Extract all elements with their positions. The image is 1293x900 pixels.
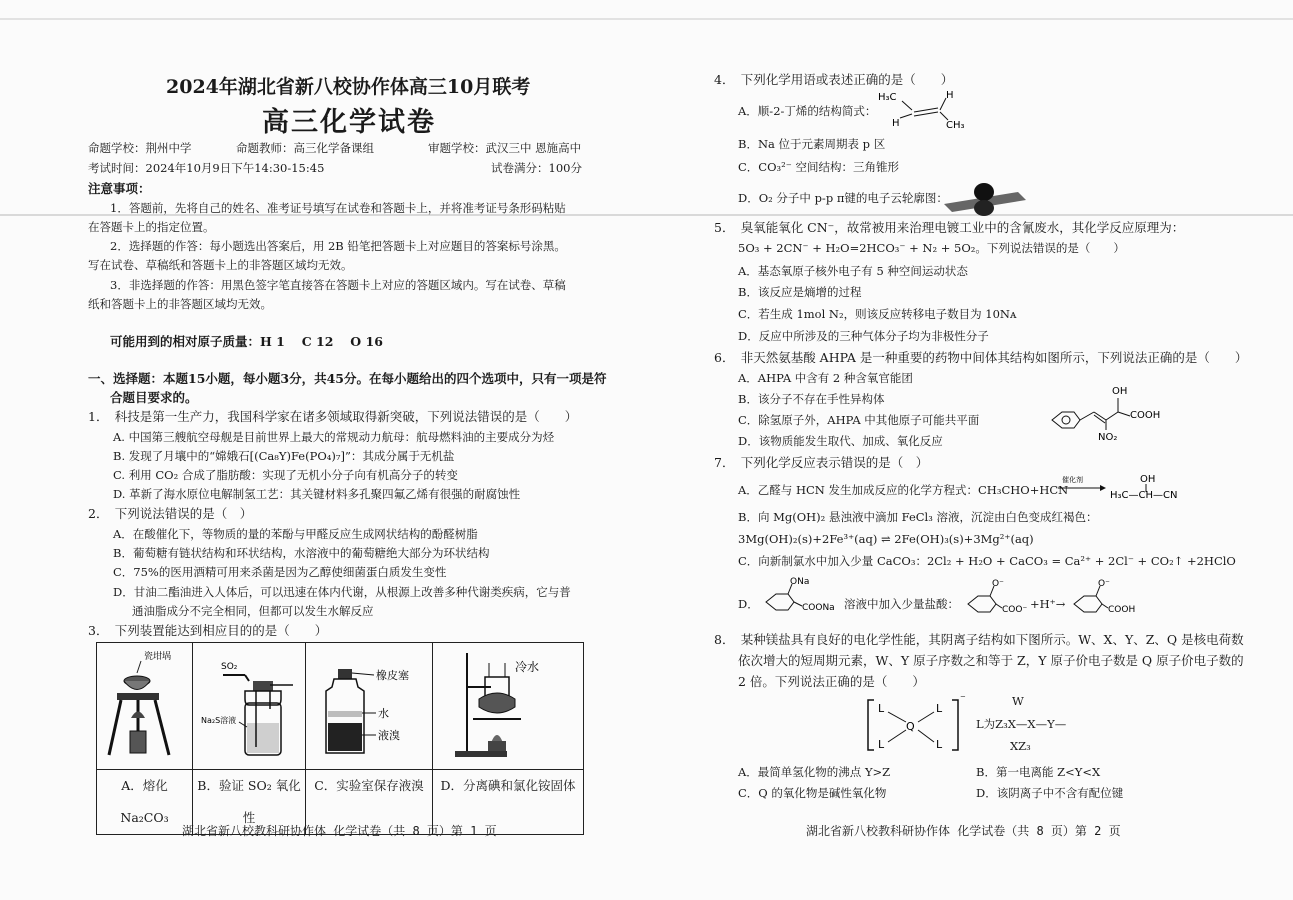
q6-option-d: D．该物质能发生取代、加成、氧化反应 bbox=[738, 434, 943, 448]
apparatus-c-cell bbox=[306, 643, 433, 770]
q1-stem: 1． 科技是第一生产力，我国科学家在诸多领域取得新突破，下列说法错误的是（ ） bbox=[88, 409, 578, 424]
q7-option-d-text: 溶液中加入少量盐酸： bbox=[844, 597, 959, 611]
q6-stem: 6． 非天然氨基酸 AHPA 是一种重要的药物中间体其结构如图所示，下列说法正确的是（ ） bbox=[714, 350, 1248, 365]
bromine-label: 液溴 bbox=[378, 729, 400, 742]
q7-option-c: C．向新制氯水中加入少量 CaCO₃：2Cl₂ + H₂O + CaCO₃ = Ca²⁺ + 2Cl⁻ + CO₂↑ +2HClO bbox=[738, 554, 1236, 568]
q5-equation: 5O₃ + 2CN⁻ + H₂O=2HCO₃⁻ + N₂ + 5O₂。下列说法错误的是（ ） bbox=[738, 241, 1125, 255]
svg-text:L: L bbox=[936, 702, 943, 715]
q1-option-a: A. 中国第三艘航空母舰是目前世界上最大的常规动力航母：航母燃料油的主要成分为烃 bbox=[113, 430, 555, 444]
water-label: 水 bbox=[378, 707, 389, 720]
q1-option-c: C. 利用 CO₂ 合成了脂肪酸：实现了无机小分子向有机高分子的转变 bbox=[113, 468, 458, 482]
gas-washing-bottle-illustration bbox=[193, 643, 305, 765]
q5-option-a: A．基态氧原子核外电子有 5 种空间运动状态 bbox=[738, 264, 968, 278]
q1-option-d: D. 革新了海水原位电解制氢工艺：其关键材料多孔聚四氟乙烯有很强的耐腐蚀性 bbox=[113, 487, 521, 501]
svg-text:L: L bbox=[936, 738, 943, 751]
q2-option-d-cont: 通油脂成分不完全相同，但都可以发生水解反应 bbox=[132, 604, 374, 618]
svg-text:O⁻: O⁻ bbox=[992, 579, 1004, 589]
info-time: 考试时间：2024年10月9日下午14:30-15:45 bbox=[88, 161, 325, 175]
ahpa-structure bbox=[1042, 382, 1182, 444]
w-label: W bbox=[1012, 694, 1024, 708]
svg-text:⁻: ⁻ bbox=[960, 692, 966, 705]
svg-text:COO⁻: COO⁻ bbox=[1002, 605, 1028, 615]
exam-title: 2024年湖北省新八校协作体高三10月联考 bbox=[166, 76, 531, 98]
apparatus-d-cell bbox=[433, 643, 584, 770]
q5-stem: 5． 臭氧能氧化 CN⁻，故常被用来治理电镀工业中的含氰废水，其化学反应原理为： bbox=[714, 220, 1185, 235]
section-heading-cont: 合题目要求的。 bbox=[110, 390, 198, 405]
svg-text:H: H bbox=[892, 118, 900, 129]
svg-text:ONa: ONa bbox=[790, 577, 810, 587]
q7-option-b-equation: 3Mg(OH)₂(s)+2Fe³⁺(aq) ⇌ 2Fe(OH)₃(s)+3Mg²⁺(aq) bbox=[738, 532, 1034, 546]
xz3-label: XZ₃ bbox=[1010, 739, 1031, 753]
sublimation-setup-illustration bbox=[433, 643, 583, 765]
note-line: 3．非选择题的作答：用黑色签字笔直接答在答题卡上对应的答题区域内。写在试卷、草稿 bbox=[110, 278, 566, 292]
q2-option-b: B．葡萄糖有链状结构和环状结构，水溶液中的葡萄糖绝大部分为环状结构 bbox=[113, 546, 490, 560]
q7-option-a: A．乙醛与 HCN 发生加成反应的化学方程式：CH₃CHO+HCN bbox=[738, 483, 1069, 497]
q6-option-c: C．除氢原子外，AHPA 中其他原子可能共平面 bbox=[738, 413, 980, 427]
q6-option-a: A．AHPA 中含有 2 种含氧官能团 bbox=[738, 371, 913, 385]
paper-title: 高三化学试卷 bbox=[262, 107, 436, 138]
q3-stem: 3． 下列装置能达到相应目的的是（ ） bbox=[88, 623, 328, 638]
q8-stem: 8． 某种镁盐具有良好的电化学性能，其阴离子结构如下图所示。W、X、Y、Z、Q 是核电荷数 bbox=[714, 632, 1244, 647]
crucible-label: 瓷坩埚 bbox=[144, 652, 172, 662]
page-2 bbox=[646, 0, 1293, 900]
svg-text:COOH: COOH bbox=[1130, 410, 1161, 421]
pi-orbital-cloud-image bbox=[938, 178, 1030, 218]
svg-text:H: H bbox=[946, 90, 954, 101]
so2-label: SO₂ bbox=[221, 662, 238, 672]
q5-option-d: D．反应中所涉及的三种气体分子均为非极性分子 bbox=[738, 329, 989, 343]
svg-text:L: L bbox=[878, 702, 885, 715]
svg-text:COOH: COOH bbox=[1108, 605, 1136, 615]
q4-option-c: C．CO₃²⁻ 空间结构：三角锥形 bbox=[738, 160, 899, 174]
q8-option-c: C．Q 的氧化物是碱性氧化物 bbox=[738, 786, 887, 800]
q8-option-a: A．最简单氢化物的沸点 Y>Z bbox=[738, 765, 891, 779]
q7a-product bbox=[1058, 472, 1218, 506]
svg-text:L: L bbox=[878, 738, 885, 751]
crucible-tripod-illustration bbox=[97, 643, 192, 765]
product-structure bbox=[1068, 576, 1142, 622]
svg-text:H₃C: H₃C bbox=[878, 92, 897, 103]
q5-option-b: B．该反应是熵增的过程 bbox=[738, 285, 862, 299]
q8-option-b: B．第一电离能 Z<Y<X bbox=[976, 765, 1101, 779]
note-line: 写在试卷、草稿纸和答题卡上的非答题区域均无效。 bbox=[88, 258, 353, 272]
apparatus-b-cell bbox=[193, 643, 306, 770]
cis-2-butene-structure bbox=[874, 86, 974, 132]
q8-stem-cont: 2 倍。下列说法正确的是（ ） bbox=[738, 674, 925, 689]
q7-option-d-plus: +H⁺→ bbox=[1030, 597, 1066, 611]
l-group-formula: L为Z₃X—X—Y— bbox=[976, 717, 1067, 731]
reagent-bottle-illustration bbox=[306, 643, 432, 765]
info-teacher: 命题教师：高三化学备课组 bbox=[236, 141, 374, 155]
note-line: 2．选择题的作答：每小题选出答案后，用 2B 铅笔把答题卡上对应题目的答案标号涂黑。 bbox=[110, 239, 566, 253]
svg-text:OH: OH bbox=[1140, 474, 1156, 485]
stopper-label: 橡皮塞 bbox=[376, 669, 409, 682]
caption-a: A．熔化 Na₂CO₃ bbox=[97, 770, 193, 835]
q2-stem: 2． 下列说法错误的是（ ） bbox=[88, 506, 253, 521]
svg-text:COONa: COONa bbox=[802, 603, 835, 613]
phenoxide-carboxylate-structure bbox=[962, 576, 1034, 622]
q4-option-d: D．O₂ 分子中 p-p π键的电子云轮廓图： bbox=[738, 191, 948, 205]
page-footer: 湖北省新八校教科研协作体 化学试卷（共 8 页）第 2 页 bbox=[806, 824, 1121, 838]
note-line: 在答题卡上的指定位置。 bbox=[88, 220, 215, 234]
note-line: 1．答题前，先将自己的姓名、准考证号填写在试卷和答题卡上，并将准考证号条形码粘贴 bbox=[110, 201, 566, 215]
page-footer: 湖北省新八校教科研协作体 化学试卷（共 8 页）第 1 页 bbox=[182, 824, 497, 838]
info-score: 试卷满分：100分 bbox=[491, 161, 582, 175]
svg-text:H₃C—CH—CN: H₃C—CH—CN bbox=[1110, 490, 1178, 501]
anion-structure bbox=[866, 692, 970, 756]
svg-text:CH₃: CH₃ bbox=[946, 120, 965, 131]
q2-option-c: C．75%的医用酒精可用来杀菌是因为乙醇使细菌蛋白质发生变性 bbox=[113, 565, 447, 579]
q7-stem: 7． 下列化学反应表示错误的是（ ） bbox=[714, 455, 929, 470]
page-1 bbox=[0, 0, 646, 900]
q6-option-b: B．该分子不存在手性异构体 bbox=[738, 392, 885, 406]
q5-option-c: C．若生成 1mol N₂，则该反应转移电子数目为 10Nᴀ bbox=[738, 307, 1017, 321]
section-heading: 一、选择题：本题15小题，每小题3分，共45分。在每小题给出的四个选项中，只有一项是符 bbox=[88, 371, 607, 386]
caption-b: B．验证 SO₂ 氧化性 bbox=[193, 770, 306, 835]
cold-water-label: 冷水 bbox=[515, 660, 540, 674]
na2s-label: Na₂S溶液 bbox=[201, 716, 237, 725]
note-line: 纸和答题卡上的非答题区域均无效。 bbox=[88, 297, 272, 311]
svg-text:OH: OH bbox=[1112, 386, 1128, 397]
q8-stem-cont: 依次增大的短周期元素，W、Y 原子序数之和等于 Z，Y 原子价电子数是 Q 原子价电子数的 bbox=[738, 653, 1244, 668]
caption-c: C．实验室保存液溴 bbox=[306, 770, 433, 835]
sodium-salicylate-structure bbox=[758, 572, 842, 620]
q8-option-d: D．该阴离子中不含有配位键 bbox=[976, 786, 1124, 800]
caption-d: D．分离碘和氯化铵固体 bbox=[433, 770, 584, 835]
info-school: 命题学校：荆州中学 bbox=[88, 141, 192, 155]
catalyst-label: 催化剂 bbox=[1062, 476, 1083, 484]
svg-text:Q: Q bbox=[906, 720, 915, 733]
q4-stem: 4． 下列化学用语或表述正确的是（ ） bbox=[714, 72, 954, 87]
q3-apparatus-table bbox=[96, 642, 584, 835]
notes-heading: 注意事项： bbox=[88, 181, 151, 196]
svg-text:O⁻: O⁻ bbox=[1098, 579, 1110, 589]
q4-option-b: B．Na 位于元素周期表 p 区 bbox=[738, 137, 886, 151]
q7-option-d-label: D． bbox=[738, 597, 759, 611]
atomic-mass: 可能用到的相对原子质量：H 1 C 12 O 16 bbox=[110, 334, 383, 349]
q4-option-a: A．顺-2-丁烯的结构简式： bbox=[738, 104, 877, 118]
svg-text:NO₂: NO₂ bbox=[1098, 432, 1118, 443]
q1-option-b: B. 发现了月壤中的“嫦娥石[(Ca₈Y)Fe(PO₄)₇]”：其成分属于无机盐 bbox=[113, 449, 455, 463]
apparatus-a-cell bbox=[97, 643, 193, 770]
info-reviewer: 审题学校：武汉三中 恩施高中 bbox=[428, 141, 582, 155]
q2-option-a: A．在酸催化下，等物质的量的苯酚与甲醛反应生成网状结构的酚醛树脂 bbox=[113, 527, 478, 541]
q2-option-d: D．甘油二酯油进入人体后，可以迅速在体内代谢，从根源上改善多种代谢类疾病，它与普 bbox=[113, 585, 571, 599]
q7-option-b: B．向 Mg(OH)₂ 悬浊液中滴加 FeCl₃ 溶液，沉淀由白色变成红褐色： bbox=[738, 510, 1098, 524]
